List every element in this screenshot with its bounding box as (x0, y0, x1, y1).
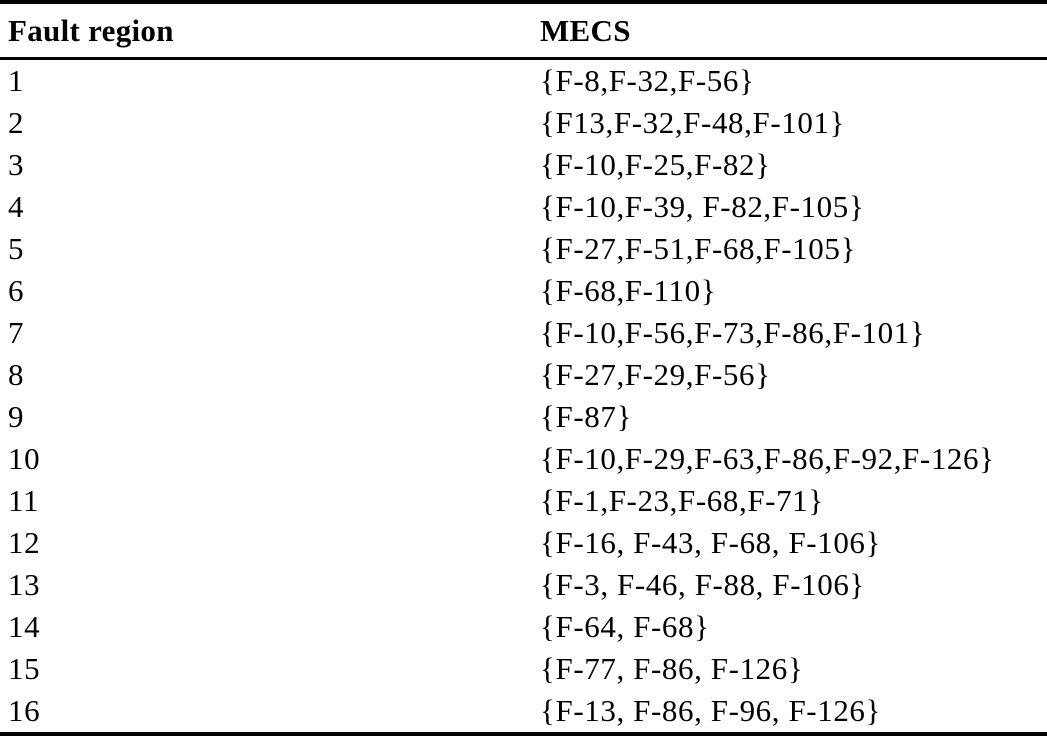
mecs-header: MECS (540, 12, 631, 48)
table-row (0, 564, 1047, 606)
table-row (0, 690, 1047, 732)
fault-region-cell: 14 (8, 609, 41, 644)
mecs-cell: {F13,F-32,F-48,F-101} (540, 105, 846, 140)
fault-region-cell: 6 (8, 273, 25, 308)
table-row (0, 228, 1047, 270)
fault-region-cell: 10 (8, 441, 41, 476)
fault-region-cell: 1 (8, 63, 25, 98)
table-row (0, 144, 1047, 186)
table-row (0, 396, 1047, 438)
mecs-cell: {F-68,F-110} (540, 273, 717, 308)
fault-region-cell: 16 (8, 693, 41, 728)
mecs-cell: {F-10,F-29,F-63,F-86,F-92,F-126} (540, 441, 995, 476)
mecs-cell: {F-8,F-32,F-56} (540, 63, 755, 98)
fault-region-cell: 15 (8, 651, 41, 686)
mecs-cell: {F-3, F-46, F-88, F-106} (540, 567, 865, 602)
mecs-cell: {F-16, F-43, F-68, F-106} (540, 525, 882, 560)
fault-region-cell: 2 (8, 105, 25, 140)
table-row (0, 312, 1047, 354)
mecs-cell: {F-10,F-39, F-82,F-105} (540, 189, 865, 224)
fault-region-cell: 12 (8, 525, 41, 560)
table-row (0, 270, 1047, 312)
table-row (0, 606, 1047, 648)
table-bottom-rule (0, 732, 1047, 736)
mecs-cell: {F-87} (540, 399, 632, 434)
table-row (0, 102, 1047, 144)
fault-region-cell: 8 (8, 357, 25, 392)
mecs-cell: {F-13, F-86, F-96, F-126} (540, 693, 882, 728)
mecs-cell: {F-64, F-68} (540, 609, 710, 644)
mecs-cell: {F-77, F-86, F-126} (540, 651, 804, 686)
table-row (0, 186, 1047, 228)
fault-region-cell: 4 (8, 189, 25, 224)
mecs-cell: {F-27,F-51,F-68,F-105} (540, 231, 856, 266)
table-row (0, 480, 1047, 522)
fault-region-cell: 5 (8, 231, 25, 266)
mecs-cell: {F-10,F-56,F-73,F-86,F-101} (540, 315, 926, 350)
table-row (0, 438, 1047, 480)
fault-region-cell: 7 (8, 315, 25, 350)
mecs-cell: {F-10,F-25,F-82} (540, 147, 771, 182)
fault-region-cell: 3 (8, 147, 25, 182)
table-row (0, 60, 1047, 102)
fault-region-cell: 11 (8, 483, 40, 518)
table-row (0, 648, 1047, 690)
table-row (0, 522, 1047, 564)
mecs-cell: {F-1,F-23,F-68,F-71} (540, 483, 824, 518)
fault-region-cell: 13 (8, 567, 41, 602)
fault-region-cell: 9 (8, 399, 25, 434)
table-header-row (0, 4, 1047, 57)
table-row (0, 354, 1047, 396)
fault-region-header: Fault region (8, 12, 174, 48)
mecs-cell: {F-27,F-29,F-56} (540, 357, 771, 392)
